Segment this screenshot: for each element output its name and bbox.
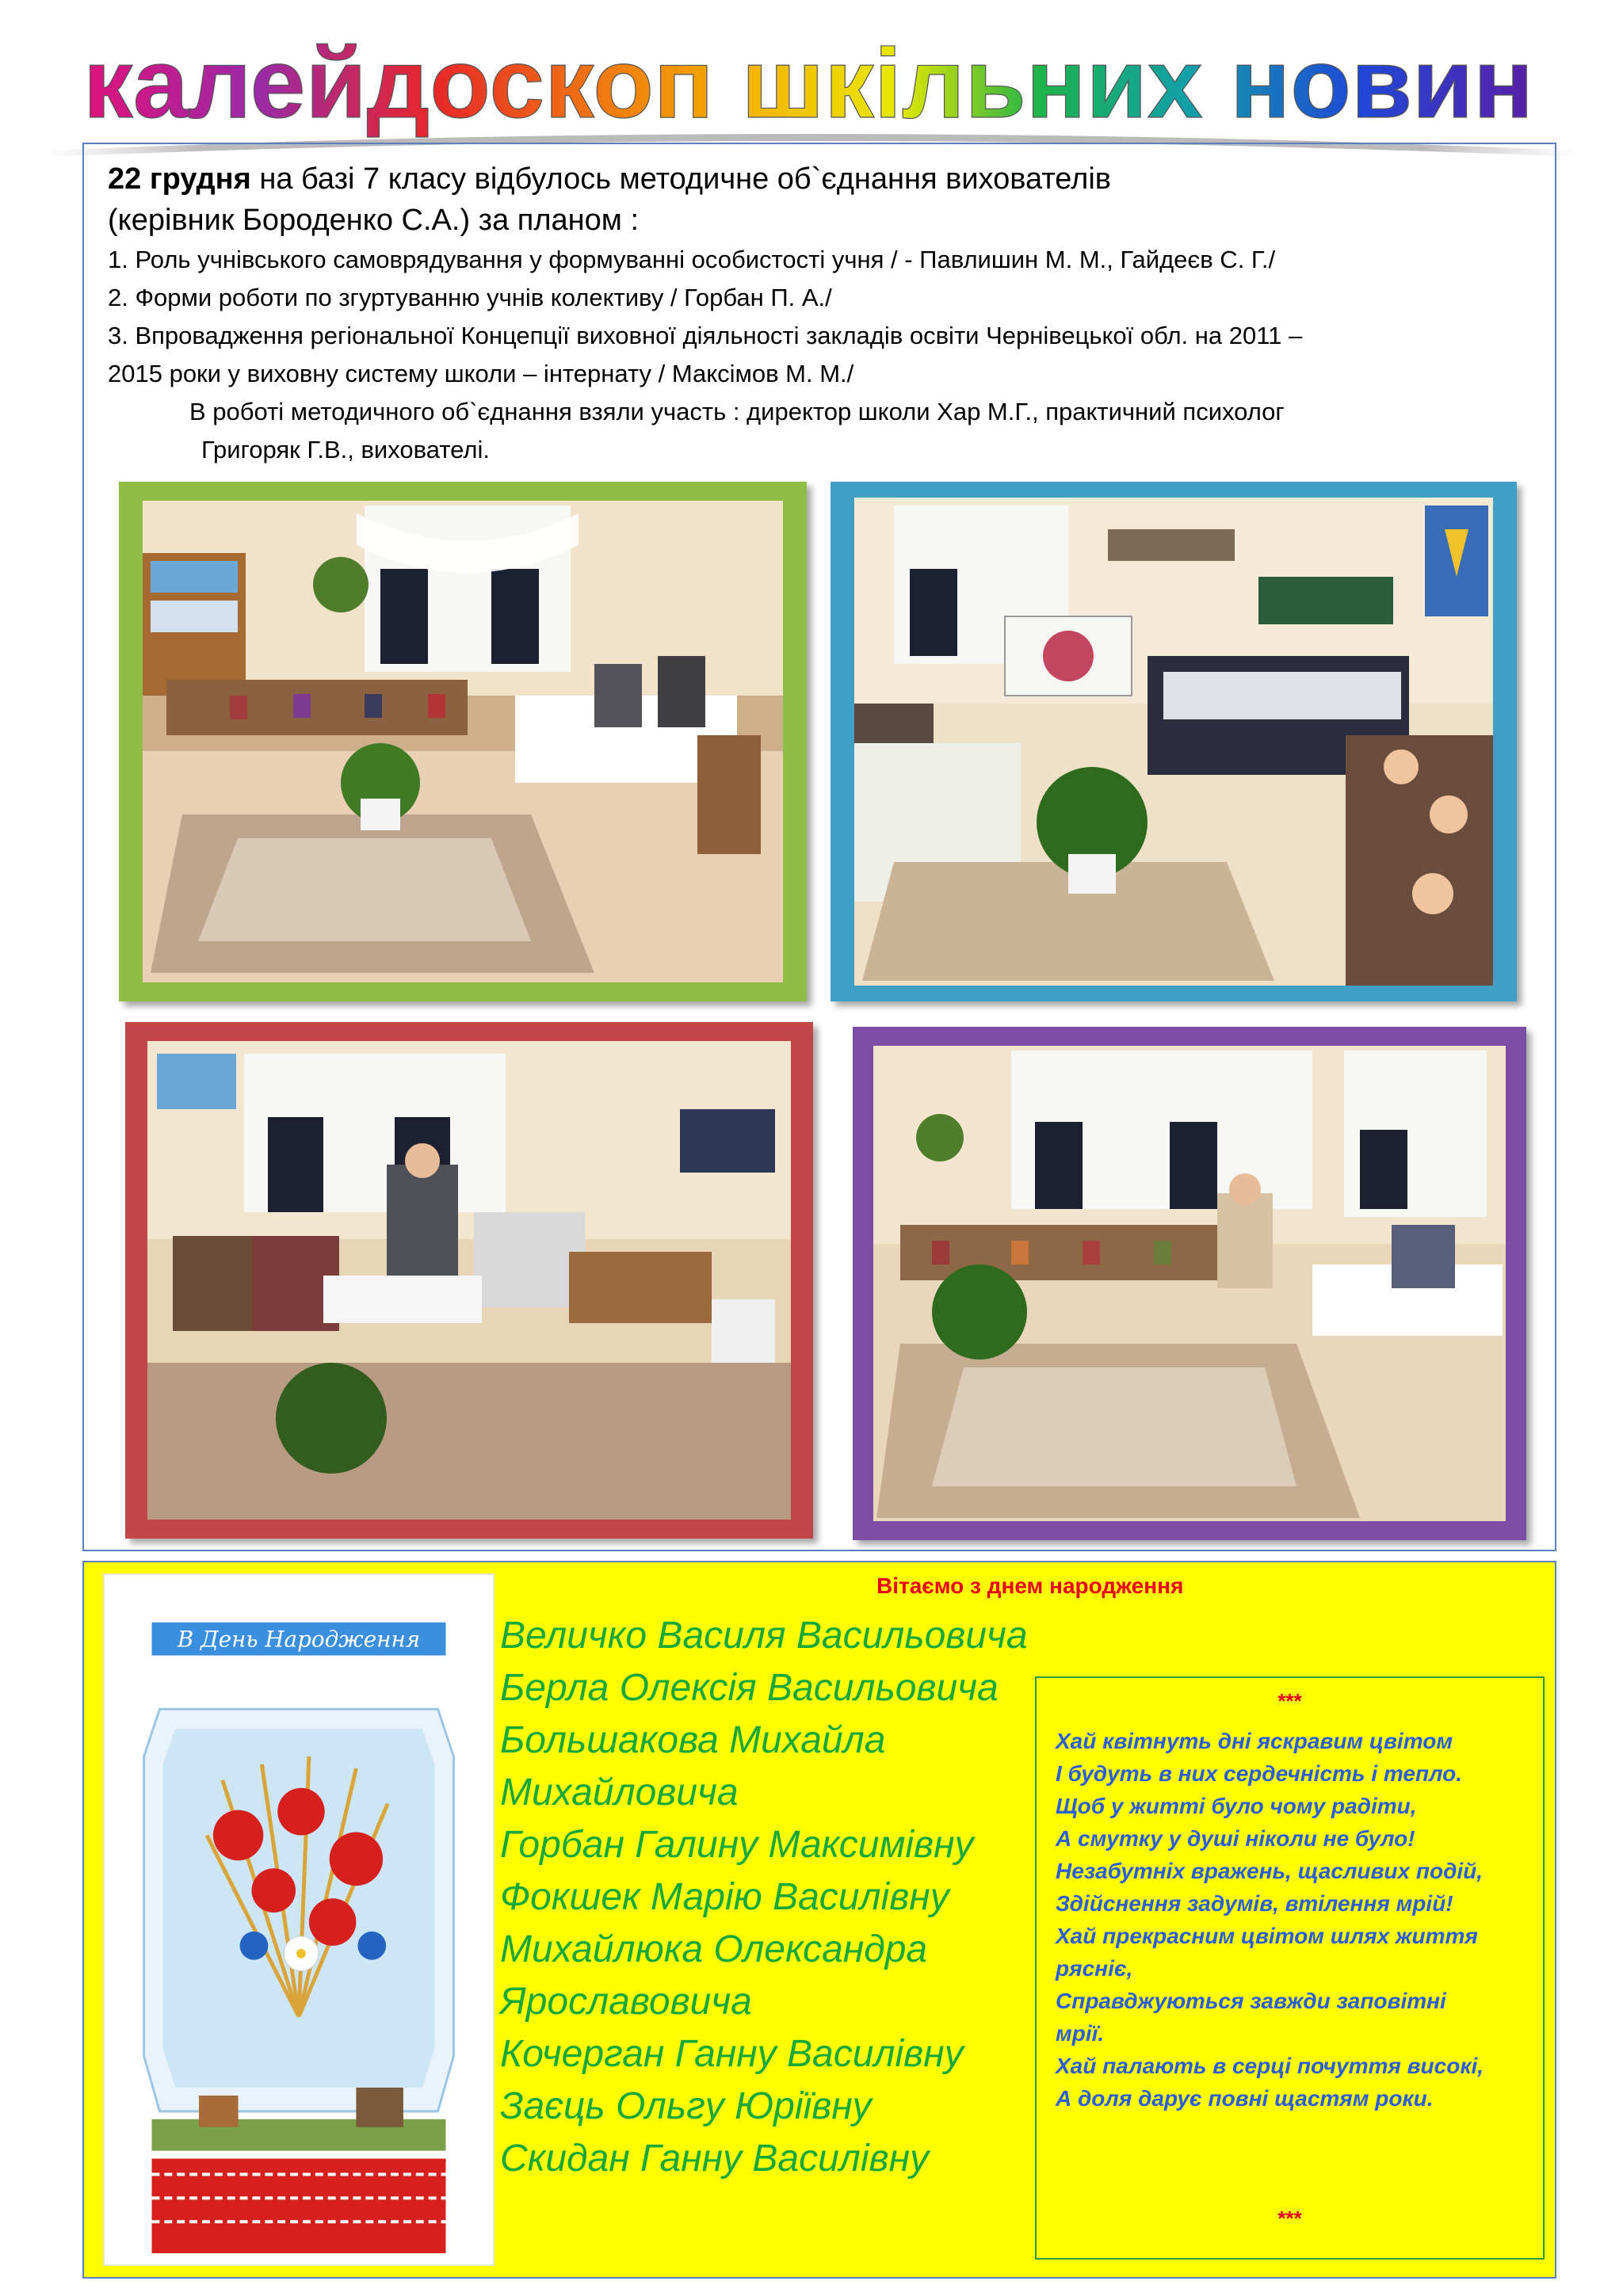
poem-stars-bottom: *** (1277, 2206, 1302, 2230)
agenda-item: 3. Впровадження регіональної Концепції виховної діяльності закладів освіти Чернівецької обл. на 2011 – (108, 322, 1303, 349)
newsletter-title (32, 32, 1585, 158)
birthday-names-list (500, 1610, 1055, 2185)
participants-line: В роботі методичного об`єднання взяли участь : директор школи Хар М.Г., практичний психолог (189, 398, 1285, 425)
birthday-name: Горбан Галину Максимівну (500, 1824, 974, 1866)
poem-line: рясніє, (1056, 1956, 1133, 1981)
birthday-name: Заєць Ольгу Юріївну (500, 2085, 872, 2127)
poem-line: А смутку у душі ніколи не було! (1056, 1826, 1415, 1851)
birthday-name: Фокшек Марію Василівну (500, 1876, 949, 1918)
event-photo-3 (125, 1022, 813, 1539)
birthday-heading: Вітаємо з днем народження (876, 1573, 1184, 1598)
poem-lines (1037, 1725, 1543, 2115)
news-date: 22 грудня (108, 162, 251, 196)
poem-line: Щоб у житті було чому радіти, (1056, 1794, 1417, 1818)
birthday-section (82, 1561, 1556, 2279)
news-lead (108, 158, 1534, 200)
greeting-card-graphic (105, 1575, 493, 2264)
poem-line: А доля дарує повні щастям роки. (1056, 2086, 1434, 2111)
photo-presentation (831, 482, 1517, 1001)
photo-group-discussion (853, 1027, 1526, 1540)
event-photo-1 (119, 482, 807, 1001)
news-lead-text: на базі 7 класу відбулось методичне об`єднання вихователів (250, 162, 1111, 196)
birthday-name: Кочерган Ганну Василівну (500, 2033, 964, 2075)
poem-line: Хай прекрасним цвітом шлях життя (1056, 1924, 1478, 1948)
title-graphic (32, 32, 1585, 158)
poem-line: Незабутніх вражень, щасливих подій, (1056, 1859, 1484, 1883)
poem-line: мрії. (1056, 2021, 1105, 2046)
poem-line: Справджуються завжди заповітні (1056, 1989, 1446, 2013)
agenda-item: 2. Форми роботи по згуртуванню учнів колективу / Горбан П. А./ (108, 284, 832, 311)
birthday-card-image (103, 1573, 495, 2266)
birthday-name: Берла Олексія Васильовича (500, 1667, 999, 1709)
birthday-name: Скидан Ганну Василівну (500, 2138, 929, 2180)
agenda-item: 2015 роки у виховну систему школи – інтернату / Максімов М. М./ (108, 360, 854, 387)
news-lead-line2: (керівник Бороденко С.А.) за планом : (108, 204, 640, 237)
birthday-name: Большакова Михайла (500, 1719, 886, 1761)
poem-line: Хай палають в серці почуття високі, (1056, 2054, 1484, 2078)
event-photo-4 (853, 1027, 1526, 1540)
birthday-name: Ярославовича (500, 1981, 752, 2023)
photo-classroom-meeting (119, 482, 807, 1001)
birthday-name: Величко Василя Васильовича (500, 1615, 1028, 1657)
poem-line: І будуть в них сердечність і тепло. (1056, 1761, 1463, 1786)
birthday-name: Михайлюка Олександра (500, 1928, 928, 1970)
photo-speaker (125, 1022, 813, 1539)
poem-line: Хай квітнуть дні яскравим цвітом (1056, 1729, 1453, 1753)
participants-line: Григоряк Г.В., вихователі. (201, 436, 490, 463)
poem-stars-top: *** (1277, 1689, 1302, 1713)
news-text (108, 158, 1534, 469)
birthday-name: Михайловича (500, 1772, 739, 1814)
event-photo-2 (831, 482, 1517, 1001)
agenda-item: 1. Роль учнівського самоврядування у формуванні особистості учня / - Павлишин М. М., Гайдеєв С. Г./ (108, 246, 1276, 273)
news-section (82, 143, 1556, 1551)
title-text: калейдоскоп шкільних новин (83, 32, 1533, 139)
birthday-poem (1035, 1676, 1545, 2260)
poem-line: Здійснення задумів, втілення мрій! (1056, 1891, 1453, 1916)
card-title: В День Народження (177, 1626, 421, 1653)
